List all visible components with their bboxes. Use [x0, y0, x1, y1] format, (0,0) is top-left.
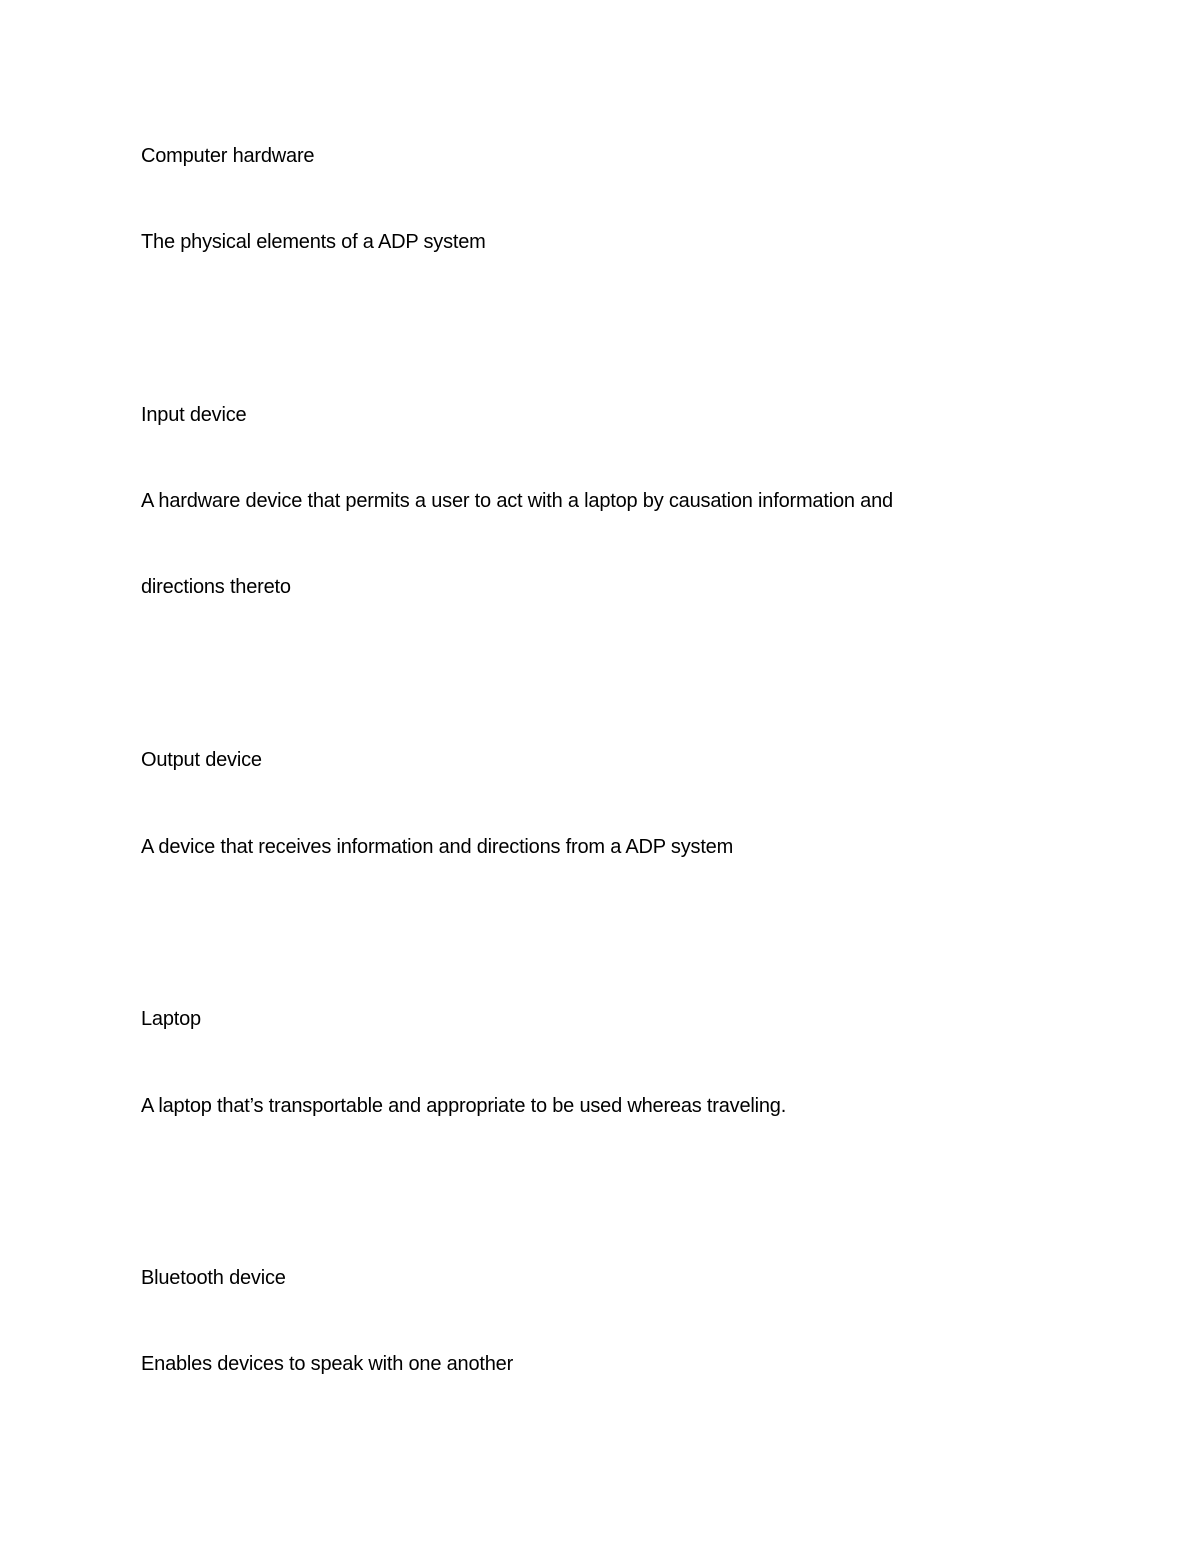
definition-laptop: A laptop that’s transportable and appropriate to be used whereas traveling.: [141, 1095, 787, 1117]
term-computer-hardware: Computer hardware: [141, 145, 315, 167]
term-bluetooth-device: Bluetooth device: [141, 1267, 286, 1289]
definition-output-device: A device that receives information and directions from a ADP system: [141, 836, 734, 858]
definition-input-device-line-1: A hardware device that permits a user to act with a laptop by causation information and: [141, 490, 893, 512]
definition-input-device-line-2: directions thereto: [141, 576, 291, 598]
term-laptop: Laptop: [141, 1008, 201, 1030]
term-output-device: Output device: [141, 749, 262, 771]
definition-bluetooth-device: Enables devices to speak with one another: [141, 1353, 514, 1375]
term-input-device: Input device: [141, 404, 247, 426]
definition-computer-hardware: The physical elements of a ADP system: [141, 231, 486, 253]
